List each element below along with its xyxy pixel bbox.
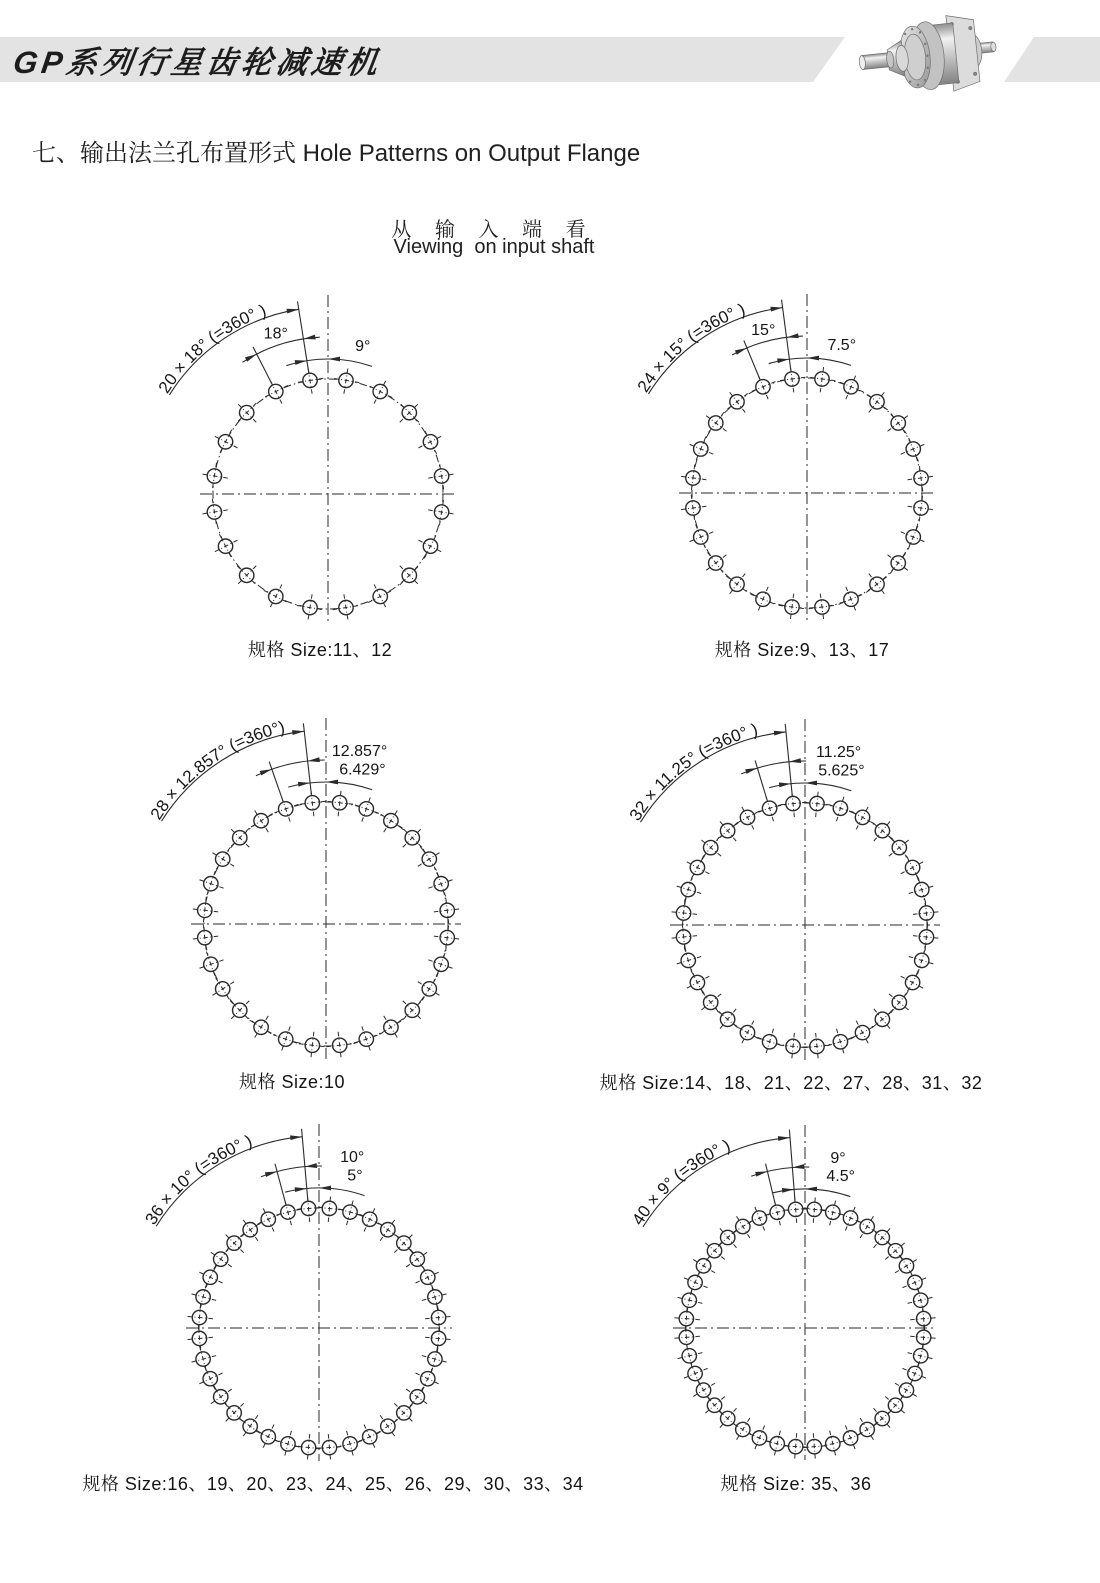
full-circle-dimension-label: 32 × 11.25° (=360° ) <box>625 719 760 825</box>
dimension-arrowhead <box>305 1163 317 1168</box>
hole-pattern-diagram-size-9-13-17 <box>634 294 935 621</box>
half-angle-label: 4.5° <box>826 1168 856 1186</box>
dimension-arrowhead <box>265 1172 277 1177</box>
full-circle-dimension-label: 24 × 15° (=360° ) <box>633 299 748 396</box>
dimension-arrowhead <box>792 1164 804 1169</box>
dimension-arrowhead <box>290 1135 302 1140</box>
pitch-angle-label: 9° <box>830 1150 846 1168</box>
dimension-arrowhead <box>777 358 789 363</box>
dimension-arrowhead <box>295 1187 307 1192</box>
full-circle-dimension-label: 36 × 10° (=360° ) <box>141 1131 255 1229</box>
extension-line <box>789 1130 795 1202</box>
dimension-arrowhead <box>326 780 338 785</box>
diagram-caption: 规格 Size:10 <box>238 1072 346 1092</box>
full-circle-dimension-label: 40 × 9° (=360° ) <box>628 1135 734 1229</box>
dimension-arrowhead <box>735 348 747 355</box>
dimension-arrowhead <box>807 356 819 361</box>
diagram-caption: 规格 Size: 35、36 <box>720 1474 872 1494</box>
hole-pattern-diagram-size-14-18-21-22-27-28-31-32 <box>626 719 940 1060</box>
pitch-angle-label: 11.25° <box>815 744 862 762</box>
dimension-arrowhead <box>755 1171 767 1176</box>
full-circle-dimension-label: 20 × 18° (=360° ) <box>154 300 269 397</box>
hole-pattern-diagram-size-11-12 <box>155 295 456 622</box>
dimension-arrowhead <box>295 360 307 365</box>
banner-title: GP系列行星齿轮减速机 <box>11 45 384 80</box>
dimension-arrowhead <box>779 782 791 787</box>
half-angle-label: 5° <box>347 1167 363 1185</box>
dimension-arc <box>256 760 325 776</box>
dimension-arrowhead <box>778 1136 790 1141</box>
diagram-caption: 规格 Size:16、19、20、23、24、25、26、29、30、33、34 <box>82 1474 584 1494</box>
dimension-arrowhead <box>782 1188 794 1193</box>
dimension-arrowhead <box>745 768 757 774</box>
half-angle-label: 7.5° <box>827 337 857 355</box>
dimension-arrowhead <box>328 357 340 362</box>
half-angle-label: 6.429° <box>339 761 386 779</box>
dimension-arrowhead <box>245 354 257 362</box>
dimension-arrowhead <box>774 731 786 736</box>
pitch-angle-label: 10° <box>340 1149 365 1167</box>
section-title: 七、输出法兰孔布置形式 Hole Patterns on Output Flange <box>32 140 641 167</box>
dimension-arrowhead <box>789 758 801 763</box>
pitch-angle-label: 15° <box>751 321 776 339</box>
subtitle-en: Viewing on input shaft <box>393 236 595 258</box>
dimension-arrowhead <box>260 769 272 775</box>
dimension-arrowhead <box>787 333 799 338</box>
hole-pattern-diagram-size-35-36 <box>628 1125 937 1460</box>
dimension-arc <box>261 1166 322 1177</box>
pitch-angle-label: 12.857° <box>331 743 388 761</box>
dimension-arrowhead <box>805 1187 817 1192</box>
diagram-caption: 规格 Size:11、12 <box>247 640 393 660</box>
diagram-caption: 规格 Size:9、13、17 <box>714 640 890 660</box>
dimension-arrowhead <box>805 781 817 786</box>
diagram-caption: 规格 Size:14、18、21、22、27、28、31、32 <box>599 1073 983 1093</box>
hole-pattern-diagram-size-16-19-20-23-24-25-26-29-30-33-34 <box>141 1124 452 1461</box>
hole-pattern-diagram-size-10 <box>147 718 461 1059</box>
dimension-arc <box>732 336 803 355</box>
dimension-arrowhead <box>287 309 299 314</box>
dimension-arrowhead <box>303 335 315 340</box>
full-circle-dimension-label: 28 × 12.857° (=360°) <box>146 717 287 824</box>
subtitle-cn: 从 输 入 端 看 <box>391 219 595 241</box>
half-angle-label: 5.625° <box>818 762 865 780</box>
extension-line <box>253 347 272 384</box>
half-angle-label: 9° <box>355 338 371 356</box>
dimension-arrowhead <box>319 1186 331 1191</box>
dimension-arrowhead <box>770 307 782 312</box>
dimension-arc <box>741 761 806 774</box>
pitch-angle-label: 18° <box>263 325 288 343</box>
